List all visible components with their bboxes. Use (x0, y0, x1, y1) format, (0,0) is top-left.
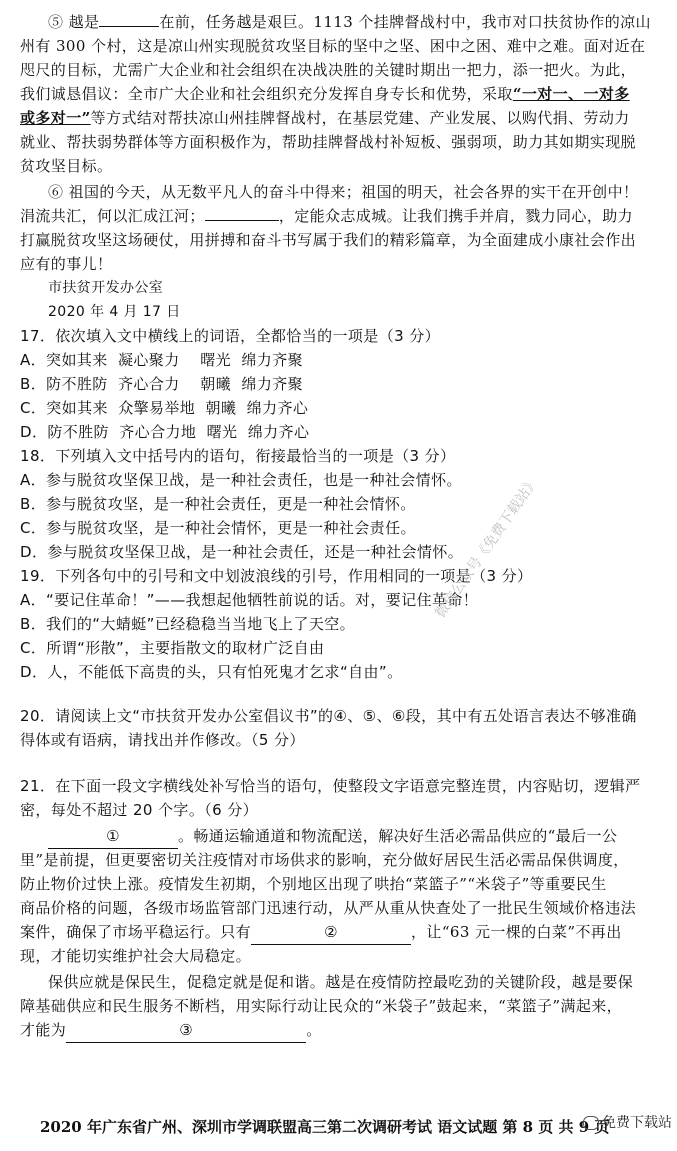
q21-passage-line2: 里”是前提，但更要密切关注疫情对市场供求的影响，充分做好居民生活必需品保供调度， (20, 851, 629, 869)
q19-option-c: C．所谓“形散”，主要指散文的取材广泛自由 (20, 639, 325, 657)
blank-line (205, 204, 279, 221)
quoted-phrase: “一对一、一对多 (512, 85, 630, 103)
q17-option-c: C．突如其来 众擎易举地 朝曦 绵力齐心 (20, 399, 309, 417)
q21-passage-line1: ① 。畅通运输通道和物流配送，解决好生活必需品供应的“最后一公 (48, 824, 617, 849)
q17-stem: 17．依次填入文中横线上的词语，全都恰当的一项是（3 分） (20, 327, 441, 345)
answer-blank-1[interactable]: ① (48, 824, 178, 849)
page-footer: 2020 年广东省广州、深圳市学调联盟高三第二次调研考试 语文试题 第 8 页 共 9 页 (40, 1118, 610, 1136)
site-logo: 免费下载站 (583, 1112, 672, 1132)
q18-option-c: C．参与脱贫攻坚，是一种社会情怀，更是一种社会责任。 (20, 519, 416, 537)
para6-line4: 应有的事儿！ (20, 255, 113, 273)
para5-line2: 州有 300 个村，这是凉山州实现脱贫攻坚目标的坚中之坚、困中之困、难中之难。面对近在 (20, 37, 646, 55)
blank-line (99, 10, 159, 27)
q21-passage-line8: 障基础供应和民生服务不断档，用实际行动让民众的“米袋子”鼓起来，“菜篮子”满起来， (20, 997, 623, 1015)
q21-passage-line4: 商品价格的问题，各级市场监管部门迅速行动，从严从重从快查处了一批民生领域价格违法 (20, 899, 637, 917)
signature-office: 市扶贫开发办公室 (48, 280, 164, 296)
para5-line5: 或多对一”等方式结对帮扶凉山州挂牌督战村，在基层党建、产业发展、以购代捐、劳动力 (20, 109, 630, 127)
q21-passage-line3: 防止物价过快上涨。疫情发生初期，个别地区出现了哄抬“菜篮子”“米袋子”等重要民生 (20, 875, 607, 893)
para6-line1: ⑥ 祖国的今天，从无数平凡人的奋斗中得来；祖国的明天，社会各界的实干在开创中！ (48, 183, 639, 201)
logo-icon (583, 1116, 599, 1130)
q20-line1: 20．请阅读上文“市扶贫开发办公室倡议书”的④、⑤、⑥段，其中有五处语言表达不够准确 (20, 707, 637, 725)
q18-option-a: A．参与脱贫攻坚保卫战，是一种社会责任，也是一种社会情怀。 (20, 471, 462, 489)
quoted-phrase-end: 或多对一” (20, 109, 91, 127)
q17-option-a: A．突如其来 凝心聚力 曙光 绵力齐聚 (20, 351, 304, 369)
q17-option-d: D．防不胜防 齐心合力地 曙光 绵力齐心 (20, 423, 310, 441)
q21-passage-line5: 案件，确保了市场平稳运行。只有 ② ，让“63 元一棵的白菜”不再出 (20, 920, 622, 945)
watermark-text: 微信公众号《免费下载站》 (432, 474, 542, 621)
para5-line7: 贫攻坚目标。 (20, 157, 113, 175)
signature-date: 2020 年 4 月 17 日 (48, 304, 181, 320)
para5-line4: 我们诚恳倡议：全市广大企业和社会组织充分发挥自身专长和优势，采取“一对一、一对多 (20, 85, 630, 103)
answer-blank-3[interactable]: ③ (66, 1018, 306, 1043)
q18-stem: 18．下列填入文中括号内的语句，衔接最恰当的一项是（3 分） (20, 447, 456, 465)
q21-line1: 21．在下面一段文字横线处补写恰当的语句，使整段文字语意完整连贯，内容贴切，逻辑严 (20, 777, 641, 795)
para5-line6: 就业、帮扶弱势群体等方面积极作为，帮助挂牌督战村补短板、强弱项，助力其如期实现脱 (20, 133, 637, 151)
para5-line1: ⑤ 越是 在前，任务越是艰巨。1113 个挂牌督战村中，我市对口扶贫协作的凉山 (48, 10, 651, 34)
answer-blank-2[interactable]: ② (251, 920, 411, 945)
q21-passage-line9: 才能为 ③ 。 (20, 1018, 322, 1043)
q21-passage-line6: 现，才能切实维护社会大局稳定。 (20, 947, 252, 965)
q20-line2: 得体或有语病，请找出并作修改。（5 分） (20, 731, 305, 749)
q18-option-b: B．参与脱贫攻坚，是一种社会责任，更是一种社会情怀。 (20, 495, 416, 513)
para6-line3: 打赢脱贫攻坚这场硬仗，用拼搏和奋斗书写属于我们的精彩篇章，为全面建成小康社会作出 (20, 231, 637, 249)
q19-option-a: A．“要记住革命！”——我想起他牺牲前说的话。对，要记住革命！ (20, 591, 479, 609)
q21-passage-line7: 保供应就是保民生，促稳定就是促和谐。越是在疫情防控最吃劲的关键阶段，越是要保 (48, 973, 634, 991)
para6-line2: 涓流共汇，何以汇成江河； ，定能众志成城。让我们携手并肩，戮力同心，助力 (20, 204, 633, 228)
q21-line2: 密，每处不超过 20 个字。（6 分） (20, 801, 259, 819)
q18-option-d: D．参与脱贫攻坚保卫战，是一种社会责任，还是一种社会情怀。 (20, 543, 464, 561)
q17-option-b: B．防不胜防 齐心合力 朝曦 绵力齐聚 (20, 375, 304, 393)
q19-option-d: D．人，不能低下高贵的头，只有怕死鬼才乞求“自由”。 (20, 663, 403, 681)
q19-stem: 19．下列各句中的引号和文中划波浪线的引号，作用相同的一项是（3 分） (20, 567, 533, 585)
q19-option-b: B．我们的“大蜻蜓”已经稳稳当当地飞上了天空。 (20, 615, 356, 633)
para5-line3: 咫尺的目标，尤需广大企业和社会组织在决战决胜的关键时期出一把力，添一把火。为此， (20, 61, 637, 79)
